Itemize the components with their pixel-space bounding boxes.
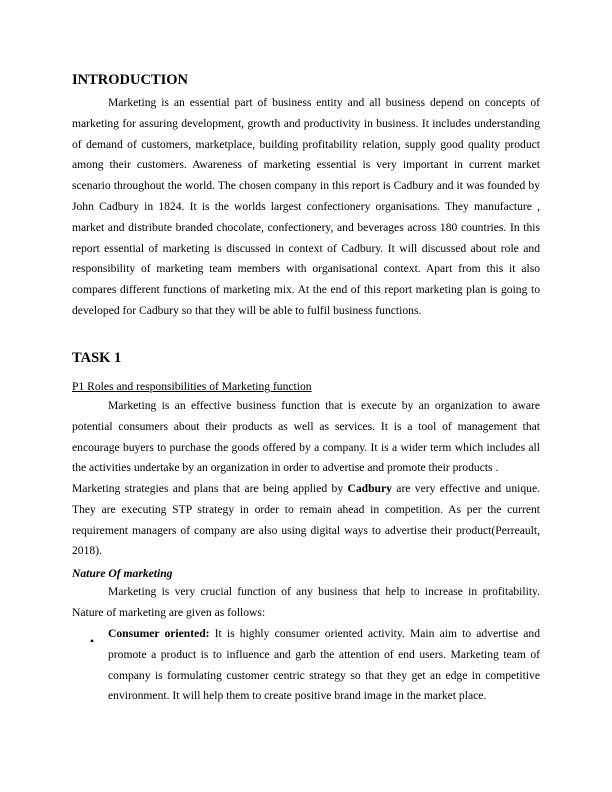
bullet-label: Consumer oriented: — [108, 627, 210, 640]
introduction-paragraph: Marketing is an essential part of business entity and all business depend on concepts of marketing for assuring development, growth and productivity in business. It includes understanding of demand of customers, marketplace, building profitability relation, supply good quality product among their customers. Awareness of marketing essential is very important in current market scenario throughout the world. The chosen company in this report is Cadbury and it was founded by John Cadbury in 1824. It is the worlds largest confectionery organisations. They manufacture , market and distribute branded chocolate, confectionery, and beverages across 180 countries. In this report essential of marketing is discussed in context of Cadbury. It will discussed about role and responsibility of marketing team members with organisational context. Apart from this it also compares different functions of marketing mix. At the end of this report marketing plan is going to developed for Cadbury so that they will be able to fulfil business functions. — [72, 96, 540, 317]
p1-subheading: P1 Roles and responsibilities of Marketing function — [72, 380, 312, 393]
task1-heading: TASK 1 — [72, 350, 122, 366]
bullet-icon: • — [90, 635, 95, 648]
task1-paragraph-1: Marketing is an effective business function that is execute by an organization to aware potential consumers about their products as well as services. It is a tool of management that encourage buyers to purchase the goods offered by a company. It is a wider term which includes all the activities undertake by an organization in order to advertise and promote their products . — [72, 399, 540, 475]
nature-of-marketing-heading: Nature Of marketing — [72, 567, 173, 580]
introduction-heading: INTRODUCTION — [72, 72, 189, 88]
bullet-consumer-oriented: Consumer oriented: It is highly consumer oriented activity. Main aim to advertise and promote a product is to influence and garb the attention of end users. Marketing team of company is formulating customer centric strategy so that they get an edge in competitive environment. It will help them to create positive brand image in the market place. — [108, 627, 541, 703]
nature-paragraph: Marketing is very crucial function of any business that help to increase in profitability. Nature of marketing are given as follows: — [72, 585, 540, 619]
task1-paragraph-2: Marketing strategies and plans that are being applied by Cadbury are very effective and unique. They are executing STP strategy in order to remain ahead in competition. As per the current requirement managers of company are also using digital ways to advertise their product(Perreault, 2018). — [72, 482, 540, 558]
company-name: Cadbury — [347, 482, 392, 495]
